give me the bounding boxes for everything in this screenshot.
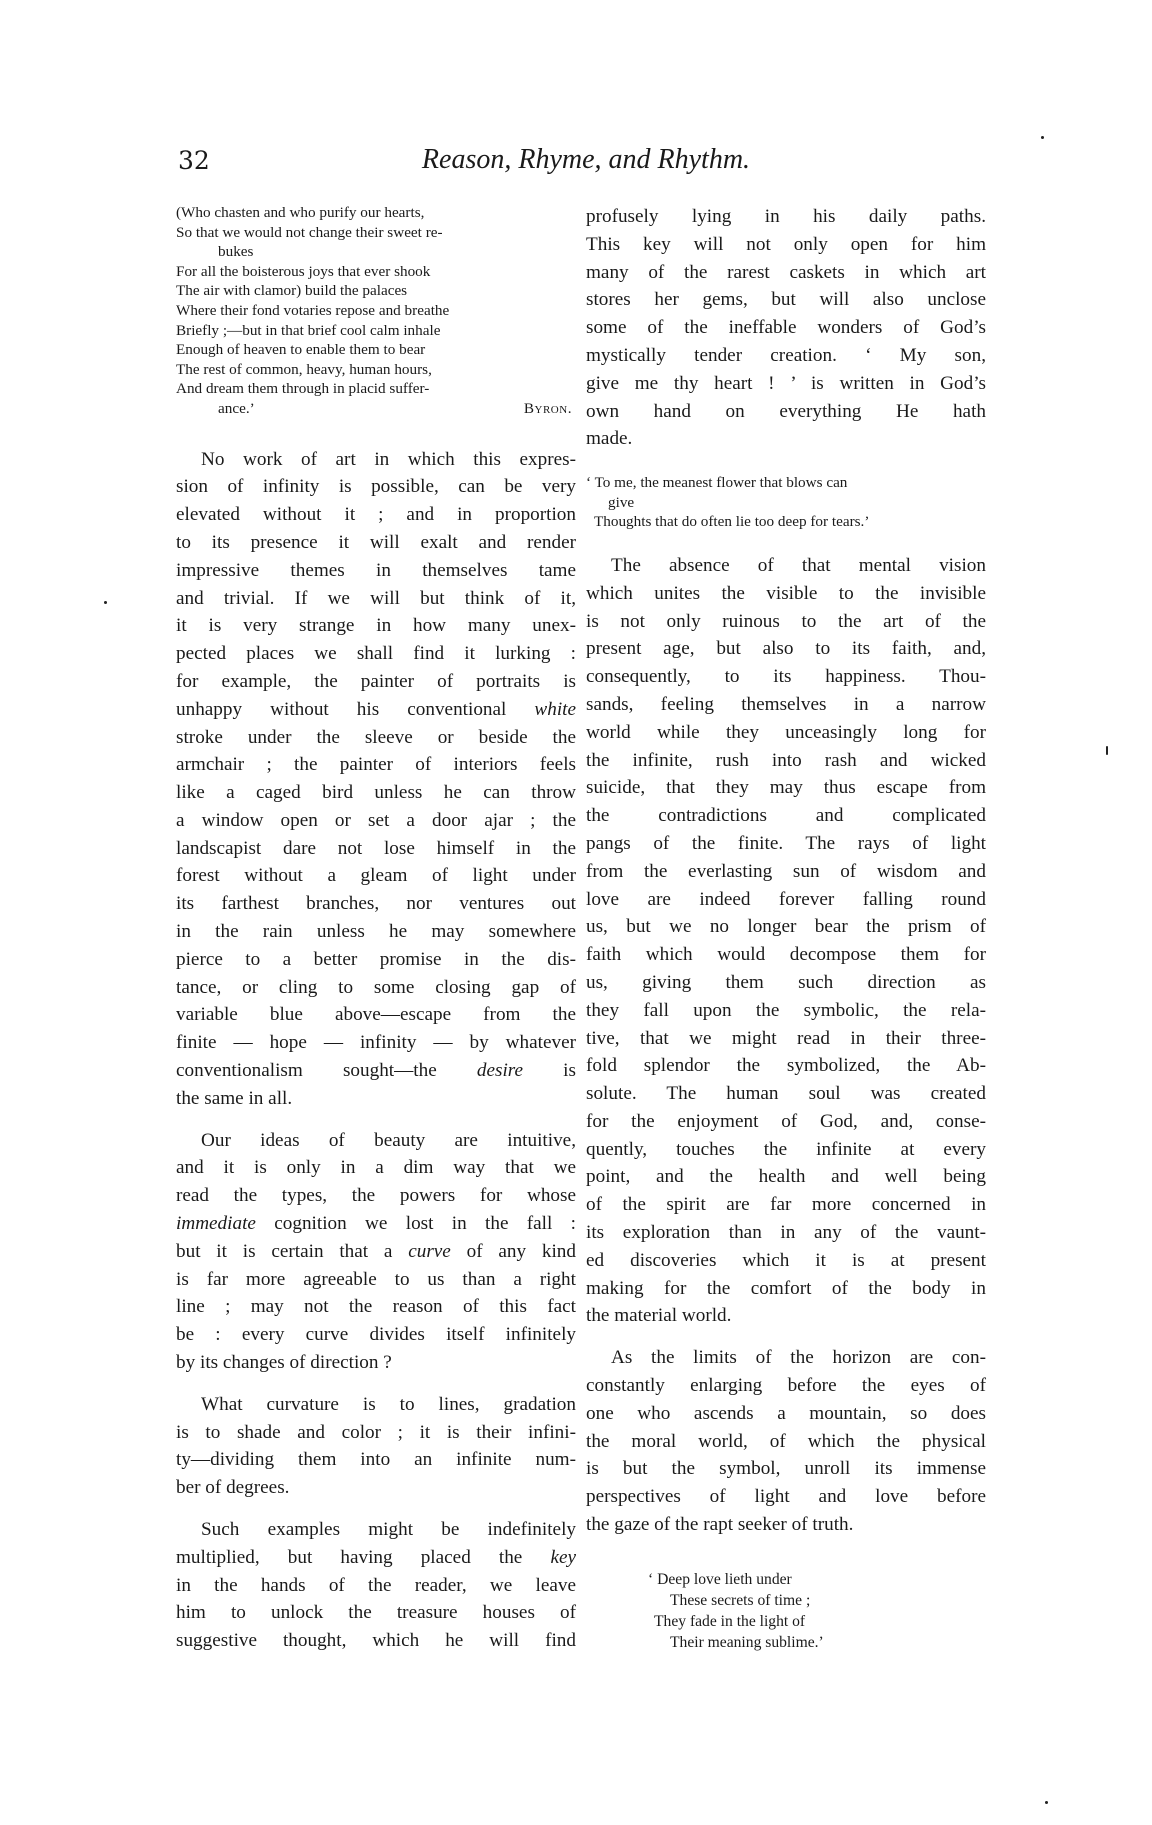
text-line: tance, or cling to some closing gap of xyxy=(176,976,576,998)
text-line: line ; may not the reason of this fact xyxy=(176,1296,576,1318)
text-line: ed discoveries which it is at present xyxy=(586,1249,986,1271)
text-line: stroke under the sleeve or beside the xyxy=(176,726,576,748)
text-line: and trivial. If we will but think of it, xyxy=(176,587,576,609)
text-line: present age, but also to its faith, and, xyxy=(586,638,986,660)
paragraph xyxy=(176,1516,576,1655)
text-line: fold splendor the symbolized, the Ab- xyxy=(586,1055,986,1077)
paragraph xyxy=(176,1127,576,1377)
text-line: made. xyxy=(586,428,633,450)
text-line: the moral world, of which the physical xyxy=(586,1430,986,1452)
text-line: is but the symbol, unroll its immense xyxy=(586,1458,986,1480)
wordsworth-quote xyxy=(586,473,986,532)
text-line: from the everlasting sun of wisdom and xyxy=(586,860,986,882)
text-line: finite — hope — infinity — by whatever xyxy=(176,1032,576,1054)
italic-word: desire xyxy=(476,1060,524,1082)
text-line: it is very strange in how many unex- xyxy=(176,615,576,637)
text-line: ty—dividing them into an infinite num- xyxy=(176,1449,576,1471)
poem-line: (Who chasten and who purify our hearts, xyxy=(176,204,425,221)
text-line: a window open or set a door ajar ; the xyxy=(176,809,576,831)
text-line: is not only ruinous to the art of the xyxy=(586,610,986,632)
text-line: constantly enlarging before the eyes of xyxy=(586,1375,986,1397)
left-column xyxy=(176,203,576,1655)
poem-line: Where their fond votaries repose and breathe xyxy=(176,301,450,319)
text-line: us, giving them such direction as xyxy=(586,971,986,993)
text-line: elevated without it ; and in proportion xyxy=(176,504,576,526)
text-line: the gaze of the rapt seeker of truth. xyxy=(586,1514,854,1536)
quote-line: Thoughts that do often lie too deep for tears.’ xyxy=(594,513,870,531)
text-line: its farthest branches, nor ventures out xyxy=(176,893,576,915)
text-line: world while they unceasingly long for xyxy=(586,721,986,743)
text-line: impressive themes in themselves tame xyxy=(176,559,576,581)
text-line: the infinite, rush into rash and wicked xyxy=(586,749,986,771)
text-line: pierce to a better promise in the dis- xyxy=(176,948,576,970)
italic-word: immediate xyxy=(176,1213,256,1235)
text-line: Such examples might be indefinitely xyxy=(201,1519,576,1541)
text-line: No work of art in which this expres- xyxy=(201,448,576,470)
text-line: sion of infinity is possible, can be very xyxy=(176,476,576,498)
scan-speck xyxy=(104,601,107,604)
verse-line: They fade in the light of xyxy=(654,1612,806,1630)
text-line: variable blue above—escape from the xyxy=(176,1004,576,1026)
text-line: which unites the visible to the invisible xyxy=(586,582,986,604)
text-line: one who ascends a mountain, so does xyxy=(586,1402,986,1424)
text-line: faith which would decompose them for xyxy=(586,944,986,966)
text-line: The absence of that mental vision xyxy=(611,554,986,576)
text-line: the same in all. xyxy=(176,1087,293,1109)
text-line: solute. The human soul was created xyxy=(586,1083,986,1105)
text-line: landscapist dare not lose himself in the xyxy=(176,837,576,859)
text-line: This key will not only open for him xyxy=(586,233,986,255)
text-line: like a caged bird unless he can throw xyxy=(176,782,576,804)
scan-speck xyxy=(1106,746,1108,755)
text-line: for example, the painter of portraits is xyxy=(176,670,576,692)
text-line: immediate cognition we lost in the fall : xyxy=(176,1213,576,1235)
text-line: him to unlock the treasure houses of xyxy=(176,1602,576,1624)
text-line: for the enjoyment of God, and, conse- xyxy=(586,1110,986,1132)
text-line: ber of degrees. xyxy=(176,1477,290,1499)
paragraph xyxy=(586,1344,986,1539)
text-line: many of the rarest caskets in which art xyxy=(586,261,986,283)
verse-line: ‘ Deep love lieth under xyxy=(648,1570,792,1588)
poem-line: ance.’ xyxy=(218,399,255,417)
text-line: sands, feeling themselves in a narrow xyxy=(586,693,986,715)
poem-line: And dream them through in placid suffer- xyxy=(176,380,430,398)
closing-verse xyxy=(648,1569,986,1653)
text-line: to its presence it will exalt and render xyxy=(176,531,576,553)
paragraph xyxy=(586,552,986,1330)
text-line: and it is only in a dim way that we xyxy=(176,1157,576,1179)
text-line: own hand on everything He hath xyxy=(586,400,986,422)
text-line: tive, that we might read in their three- xyxy=(586,1027,986,1049)
poem-line: The air with clamor) build the palaces xyxy=(176,282,408,300)
text-line: give me thy heart ! ’ is written in God’s xyxy=(586,372,986,394)
text-line: mystically tender creation. ‘ My son, xyxy=(586,344,986,366)
running-title: Reason, Rhyme, and Rhythm. xyxy=(421,144,751,175)
scan-speck xyxy=(1041,136,1044,139)
text-line: Our ideas of beauty are intuitive, xyxy=(201,1129,576,1151)
text-line: conventionalism sought—the desire is xyxy=(176,1060,576,1082)
text-line: What curvature is to lines, gradation xyxy=(201,1393,576,1415)
page-number: 32 xyxy=(178,146,210,175)
text-line: the contradictions and complicated xyxy=(586,805,986,827)
text-line: by its changes of direction ? xyxy=(176,1352,392,1374)
text-line: read the types, the powers for whose xyxy=(176,1185,576,1207)
poem-line: Briefly ;—but in that brief cool calm inhale xyxy=(176,321,441,339)
text-line: they fall upon the symbolic, the rela- xyxy=(586,999,986,1021)
text-line: but it is certain that a curve of any kind xyxy=(176,1240,576,1262)
italic-word: white xyxy=(534,698,576,720)
text-line: in the rain unless he may somewhere xyxy=(176,921,576,943)
italic-word: key xyxy=(550,1546,576,1568)
italic-word: curve xyxy=(408,1240,451,1262)
text-line: love are indeed forever falling round xyxy=(586,888,986,910)
poem-line: Enough of heaven to enable them to bear xyxy=(176,341,426,359)
right-column xyxy=(586,203,986,1653)
verse-line: These secrets of time ; xyxy=(670,1591,811,1609)
poem-attribution-row xyxy=(176,399,576,419)
poem-line: So that we would not change their sweet re- xyxy=(176,223,443,241)
text-line: suicide, that they may thus escape from xyxy=(586,777,986,799)
text-line: unhappy without his conventional white xyxy=(176,698,576,720)
text-line: As the limits of the horizon are con- xyxy=(611,1347,986,1369)
quote-line: ‘ To me, the meanest flower that blows can xyxy=(586,474,848,492)
text-line: us, but we no longer bear the prism of xyxy=(586,916,986,938)
text-line: is far more agreeable to us than a right xyxy=(176,1268,576,1290)
text-line: quently, touches the infinite at every xyxy=(586,1138,986,1160)
paragraph xyxy=(176,1391,576,1502)
text-line: the material world. xyxy=(586,1305,732,1327)
text-line: point, and the health and well being xyxy=(586,1166,986,1188)
paragraph xyxy=(176,446,576,1113)
text-line: making for the comfort of the body in xyxy=(586,1277,986,1299)
poem-line: For all the boisterous joys that ever shook xyxy=(176,262,431,280)
text-line: of the spirit are far more concerned in xyxy=(586,1194,986,1216)
text-line: forest without a gleam of light under xyxy=(176,865,576,887)
text-line: its exploration than in any of the vaunt- xyxy=(586,1222,986,1244)
poem-line: The rest of common, heavy, human hours, xyxy=(176,360,432,378)
text-line: be : every curve divides itself infinitely xyxy=(176,1324,576,1346)
text-line: some of the ineffable wonders of God’s xyxy=(586,317,986,339)
text-line: armchair ; the painter of interiors feels xyxy=(176,754,576,776)
text-line: consequently, to its happiness. Thou- xyxy=(586,666,986,688)
text-line: stores her gems, but will also unclose xyxy=(586,289,986,311)
text-line: is to shade and color ; it is their infini- xyxy=(176,1421,576,1443)
byron-poem xyxy=(176,203,576,419)
scan-speck xyxy=(1045,1801,1048,1804)
text-line: in the hands of the reader, we leave xyxy=(176,1574,576,1596)
text-line: pected places we shall find it lurking : xyxy=(176,643,576,665)
text-line: pangs of the finite. The rays of light xyxy=(586,832,986,854)
text-line: multiplied, but having placed the key xyxy=(176,1546,576,1568)
text-line: perspectives of light and love before xyxy=(586,1486,986,1508)
text-line: suggestive thought, which he will find xyxy=(176,1630,576,1652)
poem-attribution: Byron. xyxy=(523,399,572,417)
paragraph-continuation xyxy=(586,203,986,453)
verse-line: Their meaning sublime.’ xyxy=(670,1633,824,1651)
quote-line: give xyxy=(608,493,635,511)
poem-line: bukes xyxy=(218,243,254,261)
text-line: profusely lying in his daily paths. xyxy=(586,206,986,227)
